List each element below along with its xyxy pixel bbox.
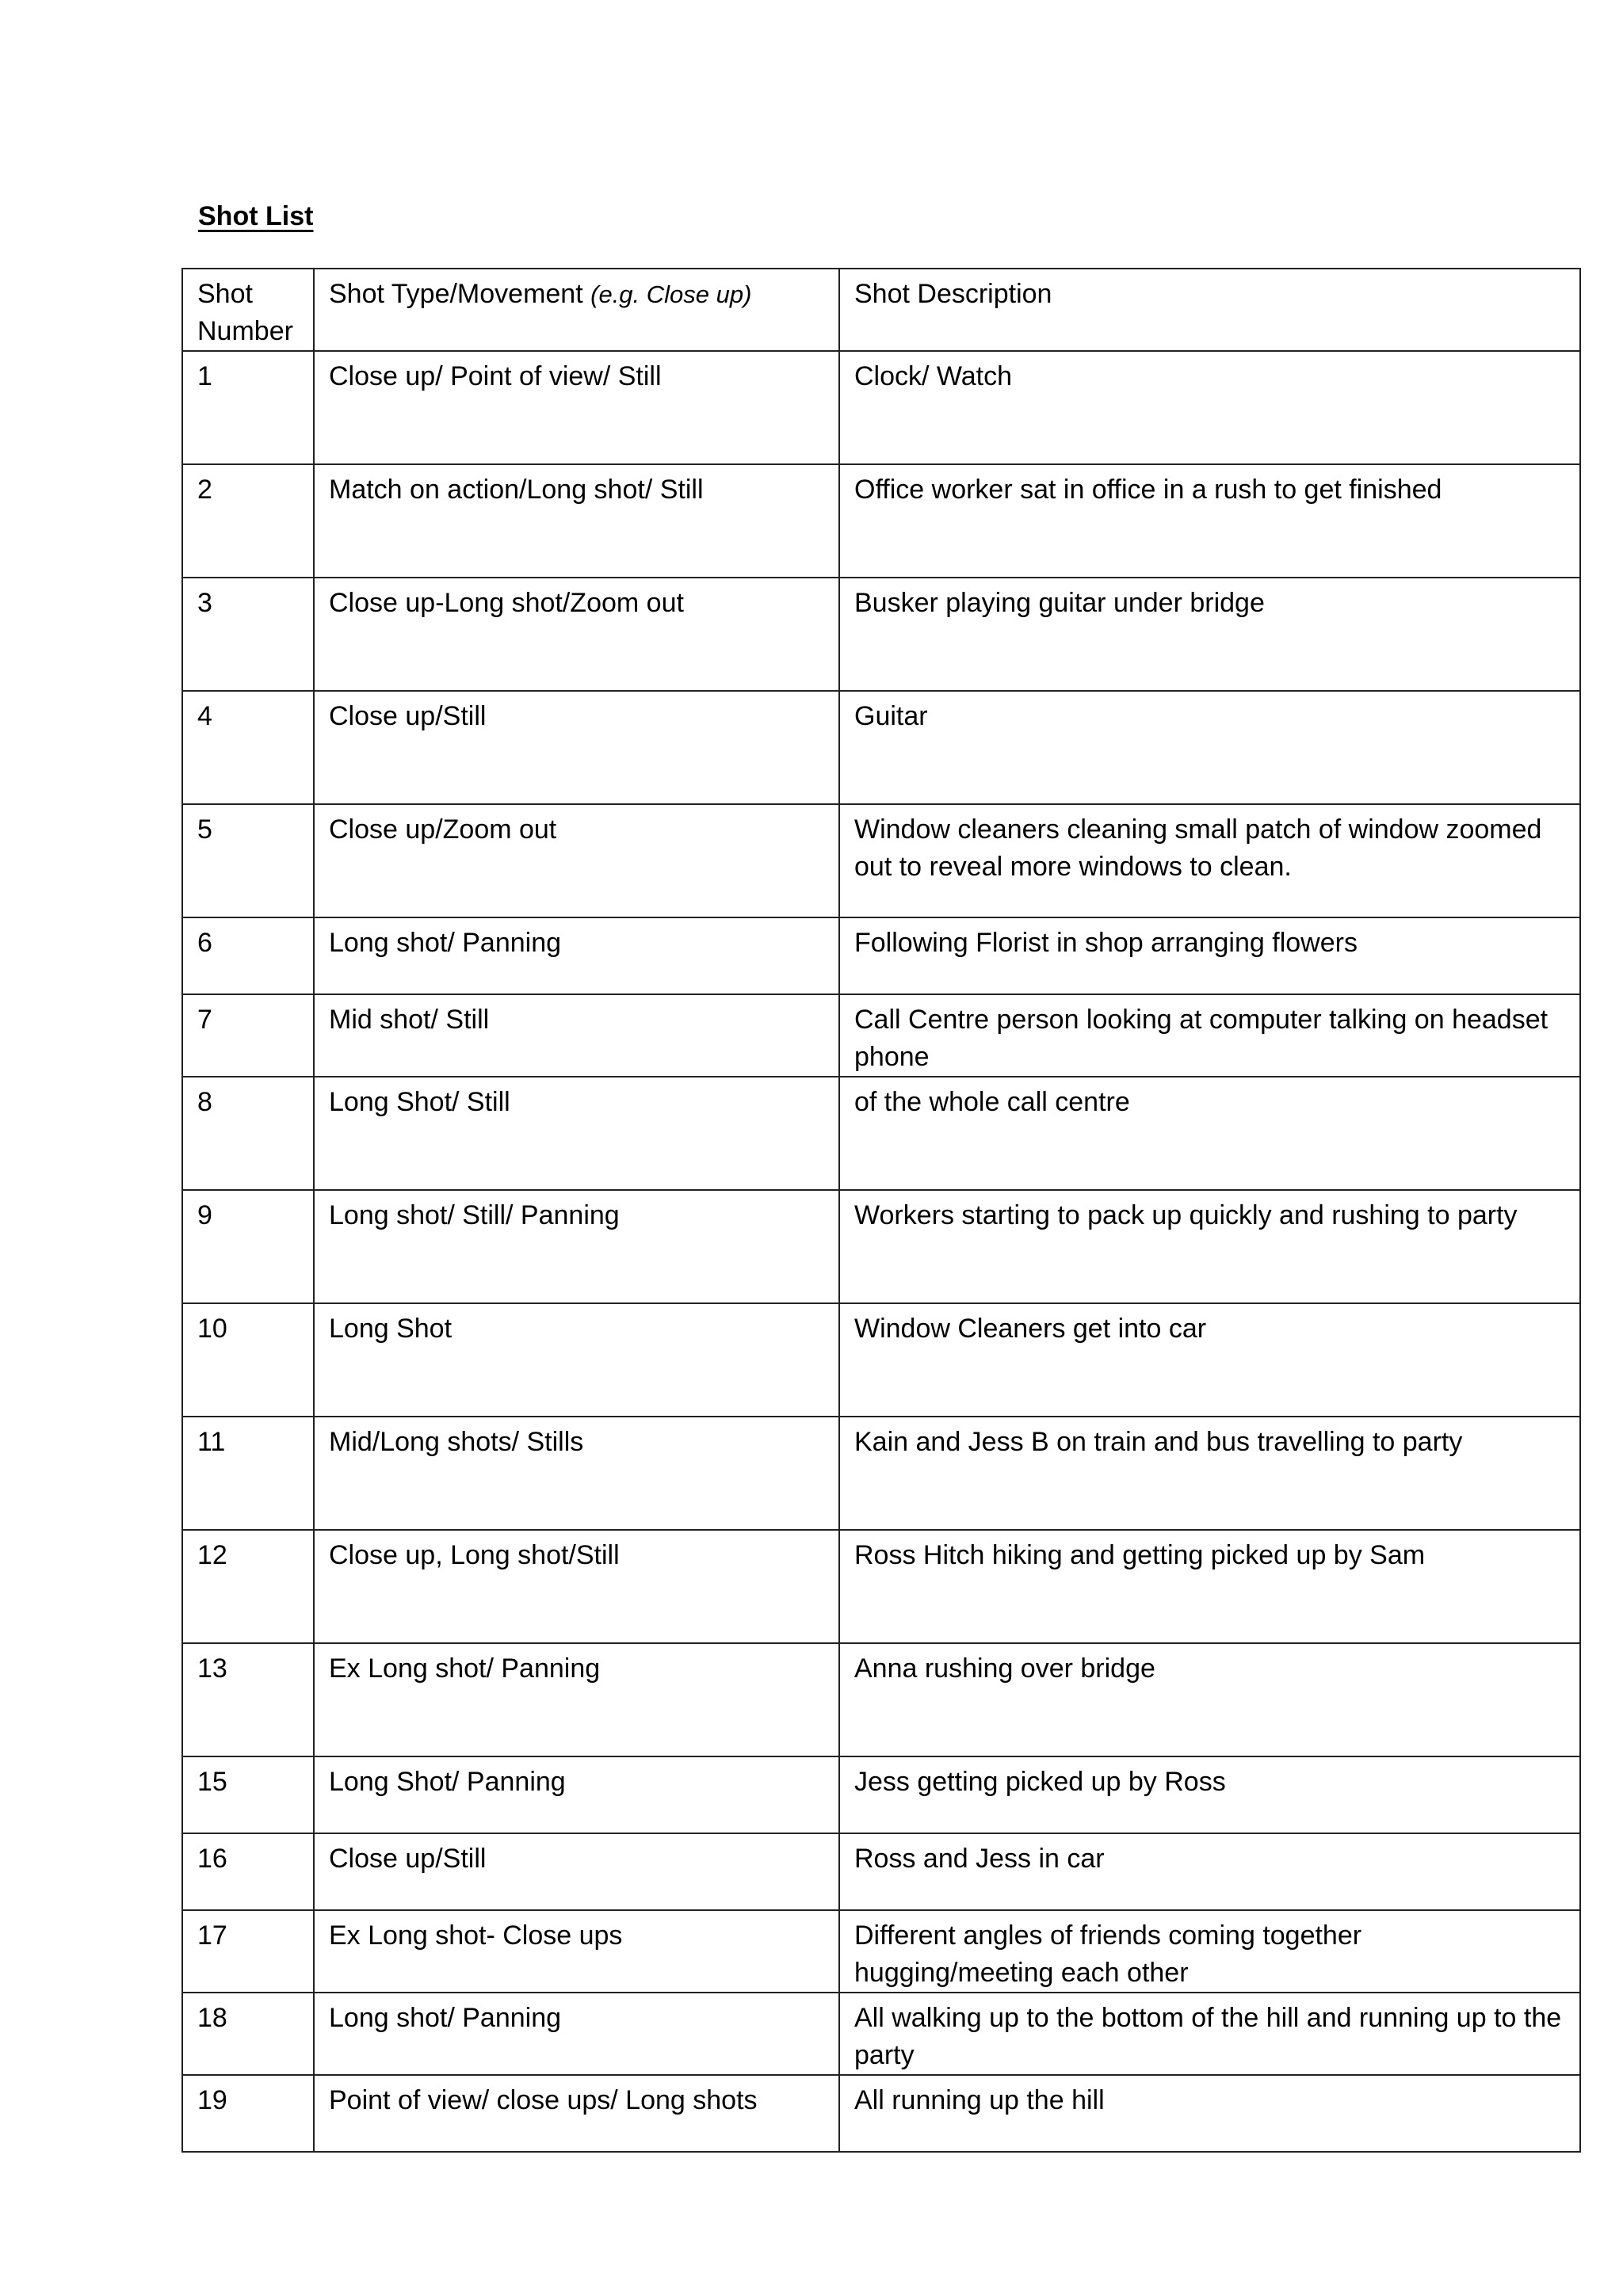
shot-number-cell: 8: [182, 1077, 314, 1190]
shot-type-cell: Close up/ Point of view/ Still: [314, 351, 839, 464]
table-row: [182, 1993, 1580, 2075]
shot-number-cell: 12: [182, 1530, 314, 1643]
shot-description-cell: All walking up to the bottom of the hill and running up to the party: [839, 1993, 1580, 2075]
header-shot-number: Shot Number: [182, 269, 314, 351]
table-row: [182, 1910, 1580, 1993]
table-row: [182, 1303, 1580, 1417]
shot-type-cell: Point of view/ close ups/ Long shots: [314, 2075, 839, 2152]
document-title: Shot List: [198, 201, 314, 231]
shot-number-cell: 2: [182, 464, 314, 578]
shot-number-cell: 7: [182, 994, 314, 1077]
table-row: [182, 1643, 1580, 1756]
shot-description-cell: Anna rushing over bridge: [839, 1643, 1580, 1756]
shot-type-cell: Close up/Still: [314, 691, 839, 804]
header-shot-type: [314, 269, 839, 351]
shot-description-cell: Workers starting to pack up quickly and rushing to party: [839, 1190, 1580, 1303]
table-row: [182, 351, 1580, 464]
shot-description-cell: Different angles of friends coming together hugging/meeting each other: [839, 1910, 1580, 1993]
shot-number-cell: 16: [182, 1833, 314, 1910]
table-row: [182, 2075, 1580, 2152]
shot-type-cell: Long Shot: [314, 1303, 839, 1417]
shot-description-cell: Jess getting picked up by Ross: [839, 1756, 1580, 1833]
shot-number-cell: 13: [182, 1643, 314, 1756]
shot-number-cell: 17: [182, 1910, 314, 1993]
shot-type-cell: Long Shot/ Still: [314, 1077, 839, 1190]
shot-type-cell: Long shot/ Panning: [314, 1993, 839, 2075]
table-row: [182, 1756, 1580, 1833]
shot-list-table: [181, 268, 1581, 2153]
shot-number-cell: 5: [182, 804, 314, 917]
shot-number-cell: 15: [182, 1756, 314, 1833]
shot-description-cell: Window Cleaners get into car: [839, 1303, 1580, 1417]
shot-type-cell: Long shot/ Panning: [314, 917, 839, 994]
shot-description-cell: Guitar: [839, 691, 1580, 804]
table-row: [182, 1077, 1580, 1190]
shot-number-cell: 18: [182, 1993, 314, 2075]
shot-type-cell: Match on action/Long shot/ Still: [314, 464, 839, 578]
shot-description-cell: Clock/ Watch: [839, 351, 1580, 464]
shot-description-cell: Following Florist in shop arranging flowers: [839, 917, 1580, 994]
shot-type-cell: Ex Long shot- Close ups: [314, 1910, 839, 1993]
header-shot-type-hint: (e.g. Close up): [590, 280, 752, 308]
shot-type-cell: Mid/Long shots/ Stills: [314, 1417, 839, 1530]
table-row: [182, 804, 1580, 917]
shot-number-cell: 19: [182, 2075, 314, 2152]
table-row: [182, 578, 1580, 691]
shot-number-cell: 11: [182, 1417, 314, 1530]
table-row: [182, 917, 1580, 994]
table-row: [182, 691, 1580, 804]
shot-description-cell: Busker playing guitar under bridge: [839, 578, 1580, 691]
shot-description-cell: Call Centre person looking at computer talking on headset phone: [839, 994, 1580, 1077]
header-shot-description: Shot Description: [839, 269, 1580, 351]
shot-description-cell: Window cleaners cleaning small patch of window zoomed out to reveal more windows to clean.: [839, 804, 1580, 917]
shot-type-cell: Mid shot/ Still: [314, 994, 839, 1077]
shot-type-cell: Long shot/ Still/ Panning: [314, 1190, 839, 1303]
shot-description-cell: of the whole call centre: [839, 1077, 1580, 1190]
shot-description-cell: Kain and Jess B on train and bus travelling to party: [839, 1417, 1580, 1530]
shot-description-cell: Office worker sat in office in a rush to get finished: [839, 464, 1580, 578]
table-row: [182, 994, 1580, 1077]
table-header-row: [182, 269, 1580, 351]
shot-description-cell: Ross and Jess in car: [839, 1833, 1580, 1910]
shot-type-cell: Close up/Zoom out: [314, 804, 839, 917]
table-row: [182, 1530, 1580, 1643]
shot-type-cell: Close up/Still: [314, 1833, 839, 1910]
shot-description-cell: All running up the hill: [839, 2075, 1580, 2152]
shot-number-cell: 4: [182, 691, 314, 804]
shot-type-cell: Long Shot/ Panning: [314, 1756, 839, 1833]
shot-number-cell: 6: [182, 917, 314, 994]
shot-number-cell: 1: [182, 351, 314, 464]
table-row: [182, 464, 1580, 578]
shot-number-cell: 3: [182, 578, 314, 691]
table-row: [182, 1833, 1580, 1910]
table-row: [182, 1190, 1580, 1303]
header-shot-type-label: Shot Type/Movement: [329, 279, 583, 309]
shot-number-cell: 9: [182, 1190, 314, 1303]
shot-type-cell: Close up, Long shot/Still: [314, 1530, 839, 1643]
shot-number-cell: 10: [182, 1303, 314, 1417]
shot-description-cell: Ross Hitch hiking and getting picked up by Sam: [839, 1530, 1580, 1643]
table-row: [182, 1417, 1580, 1530]
shot-type-cell: Ex Long shot/ Panning: [314, 1643, 839, 1756]
shot-type-cell: Close up-Long shot/Zoom out: [314, 578, 839, 691]
